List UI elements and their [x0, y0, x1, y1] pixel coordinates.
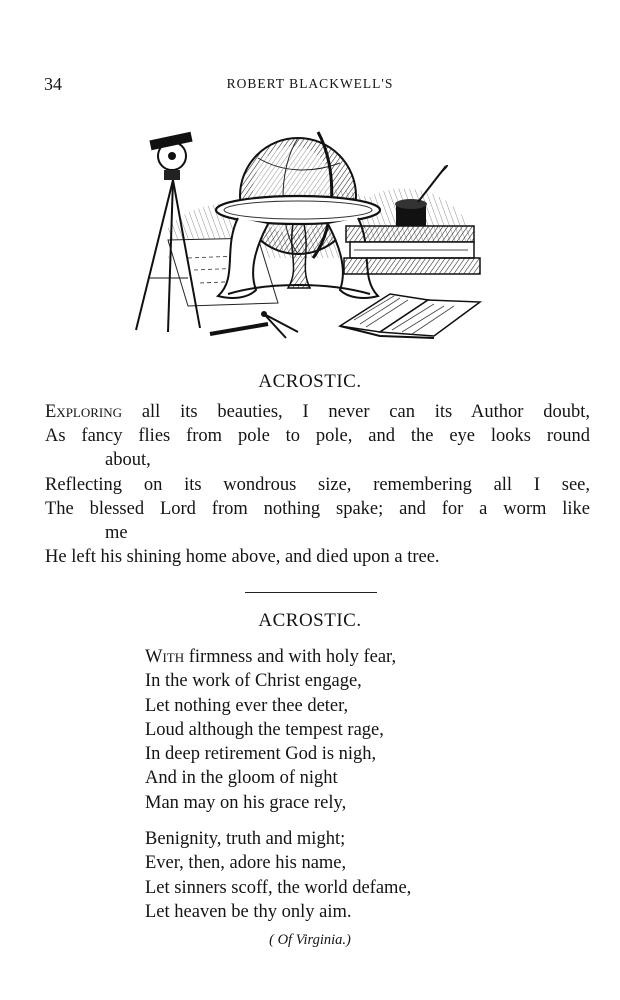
second-poem-title: ACROSTIC. [258, 610, 362, 631]
poem-line [145, 645, 411, 669]
poem-line: Let nothing ever thee deter, [145, 695, 349, 716]
page-number: 34 [44, 74, 62, 94]
poem-line: Benignity, truth and might; [145, 829, 346, 850]
poem-line: In deep retirement God is nigh, [145, 744, 377, 765]
poem-line-continuation: me [105, 523, 128, 544]
poem-line: As fancy flies from pole to pole, and the eye looks round [45, 426, 590, 447]
poem-line-continuation: about, [105, 450, 151, 471]
poem-line: Man may on his grace rely, [145, 792, 347, 813]
section-divider [245, 592, 377, 593]
running-head: ROBERT BLACKWELL'S [226, 76, 394, 91]
first-poem-body [45, 400, 590, 569]
poem-line: In the work of Christ engage, [145, 671, 362, 692]
poem-attribution: ( Of Virginia.) [269, 932, 351, 948]
poem-line: Let sinners scoff, the world defame, [145, 877, 412, 898]
second-poem-body [145, 645, 411, 924]
poem-line: And in the gloom of night [145, 768, 338, 789]
poem-line-text: all its beauties, I never can its Author doubt, [122, 402, 590, 422]
poem-line: He left his shining home above, and died upon a tree. [45, 547, 440, 568]
poem-line: Reflecting on its wondrous size, remembering all I see, [45, 474, 590, 495]
poem-initial-word: With [145, 647, 185, 667]
poem-line: Loud although the tempest rage, [145, 719, 384, 740]
poem-line: Ever, then, adore his name, [145, 853, 347, 874]
poem-line: Let heaven be thy only aim. [145, 901, 352, 922]
stanza-break [145, 815, 411, 827]
poem-line: The blessed Lord from nothing spake; and for a worm like [45, 498, 590, 519]
first-poem-title: ACROSTIC. [258, 371, 362, 392]
poem-initial-word: Exploring [45, 402, 123, 422]
engraving-globe-telescope-books-icon [128, 118, 498, 343]
poem-line-text: firmness and with holy fear, [184, 647, 397, 667]
poem-line [45, 400, 590, 424]
